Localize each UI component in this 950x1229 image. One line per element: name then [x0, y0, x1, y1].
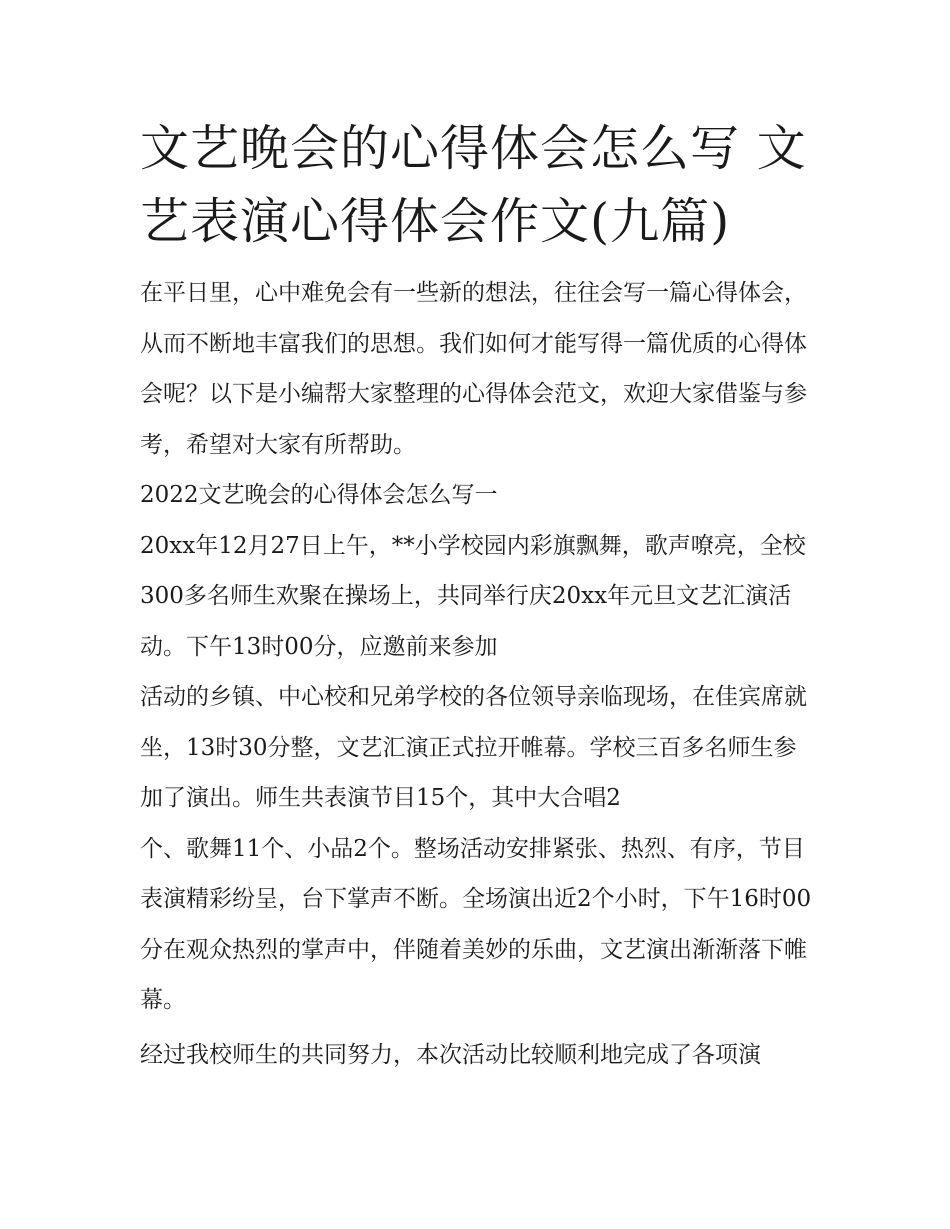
- body-paragraph: 个、歌舞11个、小品2个。整场活动安排紧张、热烈、有序，节目表演精彩纷呈，台下掌声不断。全场演出近2个小时，下午16时00分在观众热烈的掌声中，伴随着美妙的乐曲，文艺演出渐渐落下帷幕。: [140, 835, 812, 1013]
- body-paragraph: 20xx年12月27日上午，**小学校园内彩旗飘舞，歌声嘹亮，全校300多名师生欢聚在操场上，共同举行庆20xx年元旦文艺汇演活动。下午13时00分，应邀前来参加: [140, 532, 806, 660]
- document-page: [140, 112, 815, 1080]
- body-paragraph: 活动的乡镇、中心校和兄弟学校的各位领导亲临现场，在佳宾席就坐，13时30分整，文艺汇演正式拉开帷幕。学校三百多名师生参加了演出。师生共表演节目15个，其中大合唱2: [140, 684, 807, 811]
- document-title: 文艺晚会的心得体会怎么写 文艺表演心得体会作文(九篇): [140, 120, 807, 250]
- intro-paragraph: 在平日里，心中难免会有一些新的想法，往往会写一篇心得体会，从而不断地丰富我们的思想。我们如何才能写得一篇优质的心得体会呢？以下是小编帮大家整理的心得体会范文，欢迎大家借鉴与参考，希望对大家有所帮助。: [140, 280, 807, 458]
- body-paragraph: 经过我校师生的共同努力，本次活动比较顺利地完成了各项演: [140, 1041, 761, 1068]
- section-heading: 2022文艺晚会的心得体会怎么写一: [140, 482, 498, 508]
